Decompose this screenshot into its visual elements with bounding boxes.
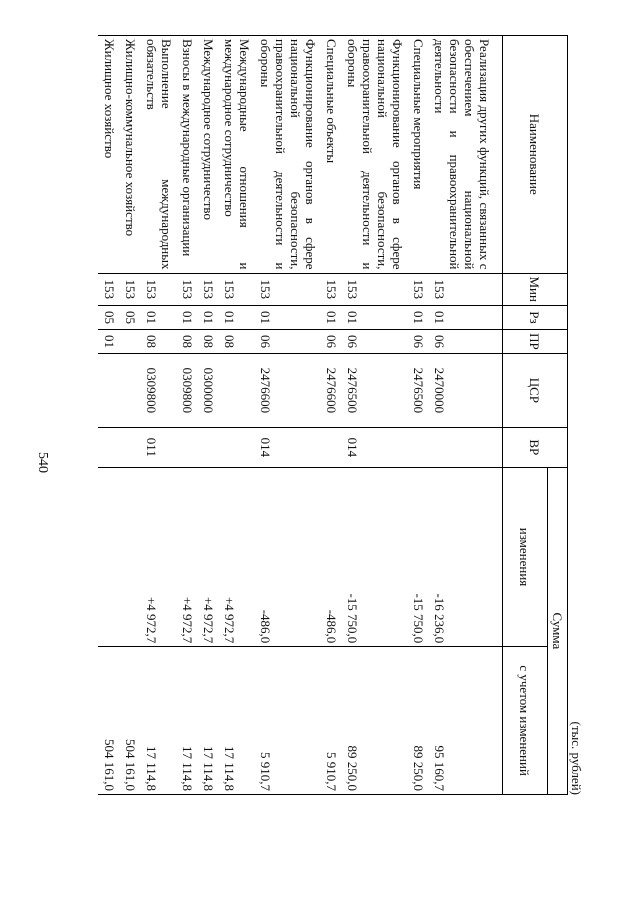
row-csr: 2476500 (407, 353, 428, 427)
row-min: 153 (320, 273, 341, 305)
row-vr (428, 427, 503, 467)
table-row (140, 36, 176, 795)
row-pr: 06 (407, 329, 428, 353)
row-vr (98, 427, 119, 467)
row-name: Международное сотрудничество (197, 36, 218, 274)
row-total: 5 910,7 (320, 647, 341, 795)
header-csr: ЦСР (503, 353, 568, 427)
row-min: 153 (254, 273, 320, 305)
row-rz: 01 (218, 305, 254, 329)
table-row (407, 36, 428, 795)
row-rz: 05 (119, 305, 140, 329)
row-name: Международные отношения и международное сотрудничество (218, 36, 254, 274)
row-total: 17 114,8 (140, 647, 176, 795)
row-csr (218, 353, 254, 427)
table-row (197, 36, 218, 795)
row-rz: 01 (320, 305, 341, 329)
row-vr: 014 (341, 427, 407, 467)
table-row (320, 36, 341, 795)
row-pr: 08 (197, 329, 218, 353)
units-label: (тыс. рублей) (569, 721, 584, 795)
row-total: 5 910,7 (254, 647, 320, 795)
row-pr: 08 (218, 329, 254, 353)
row-pr (119, 329, 140, 353)
row-csr: 0309800 (140, 353, 176, 427)
row-pr: 08 (140, 329, 176, 353)
row-min: 153 (197, 273, 218, 305)
page-number: 540 (35, 452, 50, 473)
row-name: Функционирование органов в сфере национальной безопасности, правоохранительной деятельности и обороны (254, 36, 320, 274)
row-name: Выполнение международных обязательств (140, 36, 176, 274)
row-min: 153 (140, 273, 176, 305)
row-vr (407, 427, 428, 467)
row-change (98, 467, 119, 647)
row-csr: 0300000 (197, 353, 218, 427)
row-change (119, 467, 140, 647)
row-change: +4 972,7 (218, 467, 254, 647)
row-change: -15 750,0 (407, 467, 428, 647)
row-min: 153 (176, 273, 197, 305)
row-vr (218, 427, 254, 467)
row-rz: 05 (98, 305, 119, 329)
row-vr (320, 427, 341, 467)
header-name: Наименование (503, 36, 568, 274)
row-vr (176, 427, 197, 467)
row-rz: 01 (140, 305, 176, 329)
row-name: Специальные объекты (320, 36, 341, 274)
header-min: Мин (503, 273, 568, 305)
row-total: 504 161,0 (119, 647, 140, 795)
row-total: 89 250,0 (341, 647, 407, 795)
row-change: +4 972,7 (176, 467, 197, 647)
row-pr: 06 (428, 329, 503, 353)
row-csr: 2476600 (320, 353, 341, 427)
row-rz: 01 (341, 305, 407, 329)
header-rz: Рз (503, 305, 568, 329)
table-row (428, 36, 503, 795)
table-row (98, 36, 119, 795)
table-row (119, 36, 140, 795)
row-name: Специальные мероприятия (407, 36, 428, 274)
row-rz: 01 (197, 305, 218, 329)
row-rz: 01 (176, 305, 197, 329)
row-csr: 2476600 (254, 353, 320, 427)
row-vr (119, 427, 140, 467)
row-vr: 011 (140, 427, 176, 467)
row-pr: 01 (98, 329, 119, 353)
row-csr: 2476500 (341, 353, 407, 427)
row-vr: 014 (254, 427, 320, 467)
row-name: Функционирование органов в сфере национальной безопасности, правоохранительной деятельности и обороны (341, 36, 407, 274)
header-change: изменения (503, 467, 548, 647)
row-rz: 01 (428, 305, 503, 329)
table-row (341, 36, 407, 795)
row-min: 153 (428, 273, 503, 305)
header-sum: Сумма (548, 467, 568, 794)
row-pr: 06 (254, 329, 320, 353)
table-row (176, 36, 197, 795)
row-change: -15 750,0 (341, 467, 407, 647)
table-body (98, 36, 503, 795)
row-total: 17 114,8 (218, 647, 254, 795)
row-name: Реализация других функций, связанных с обеспечением национальной безопасности и правоохранительной деятельности (428, 36, 503, 274)
row-total: 17 114,8 (197, 647, 218, 795)
header-with-change: с учетом изменений (503, 647, 548, 795)
row-rz: 01 (407, 305, 428, 329)
row-change: -486,0 (320, 467, 341, 647)
row-min: 153 (407, 273, 428, 305)
row-name: Жилищно-коммунальное хозяйство (119, 36, 140, 274)
row-csr (98, 353, 119, 427)
row-pr: 08 (176, 329, 197, 353)
row-pr: 06 (320, 329, 341, 353)
row-csr: 0309800 (176, 353, 197, 427)
row-name: Взносы в международные организации (176, 36, 197, 274)
row-total: 95 160,7 (428, 647, 503, 795)
row-total: 89 250,0 (407, 647, 428, 795)
table-row (218, 36, 254, 795)
row-change: +4 972,7 (140, 467, 176, 647)
row-min: 153 (341, 273, 407, 305)
row-change: -486,0 (254, 467, 320, 647)
row-min: 153 (98, 273, 119, 305)
row-name: Жилищное хозяйство (98, 36, 119, 274)
row-total: 17 114,8 (176, 647, 197, 795)
header-pr: ПР (503, 329, 568, 353)
rotated-page (102, 35, 590, 795)
header-row-1 (548, 36, 568, 795)
row-pr: 06 (341, 329, 407, 353)
table-row (254, 36, 320, 795)
row-min: 153 (119, 273, 140, 305)
budget-table (98, 35, 568, 795)
row-csr (119, 353, 140, 427)
header-vr: ВР (503, 427, 568, 467)
row-vr (197, 427, 218, 467)
row-change: +4 972,7 (197, 467, 218, 647)
row-csr: 2470000 (428, 353, 503, 427)
row-total: 504 161,0 (98, 647, 119, 795)
row-rz: 01 (254, 305, 320, 329)
row-change: -16 236,0 (428, 467, 503, 647)
row-min: 153 (218, 273, 254, 305)
